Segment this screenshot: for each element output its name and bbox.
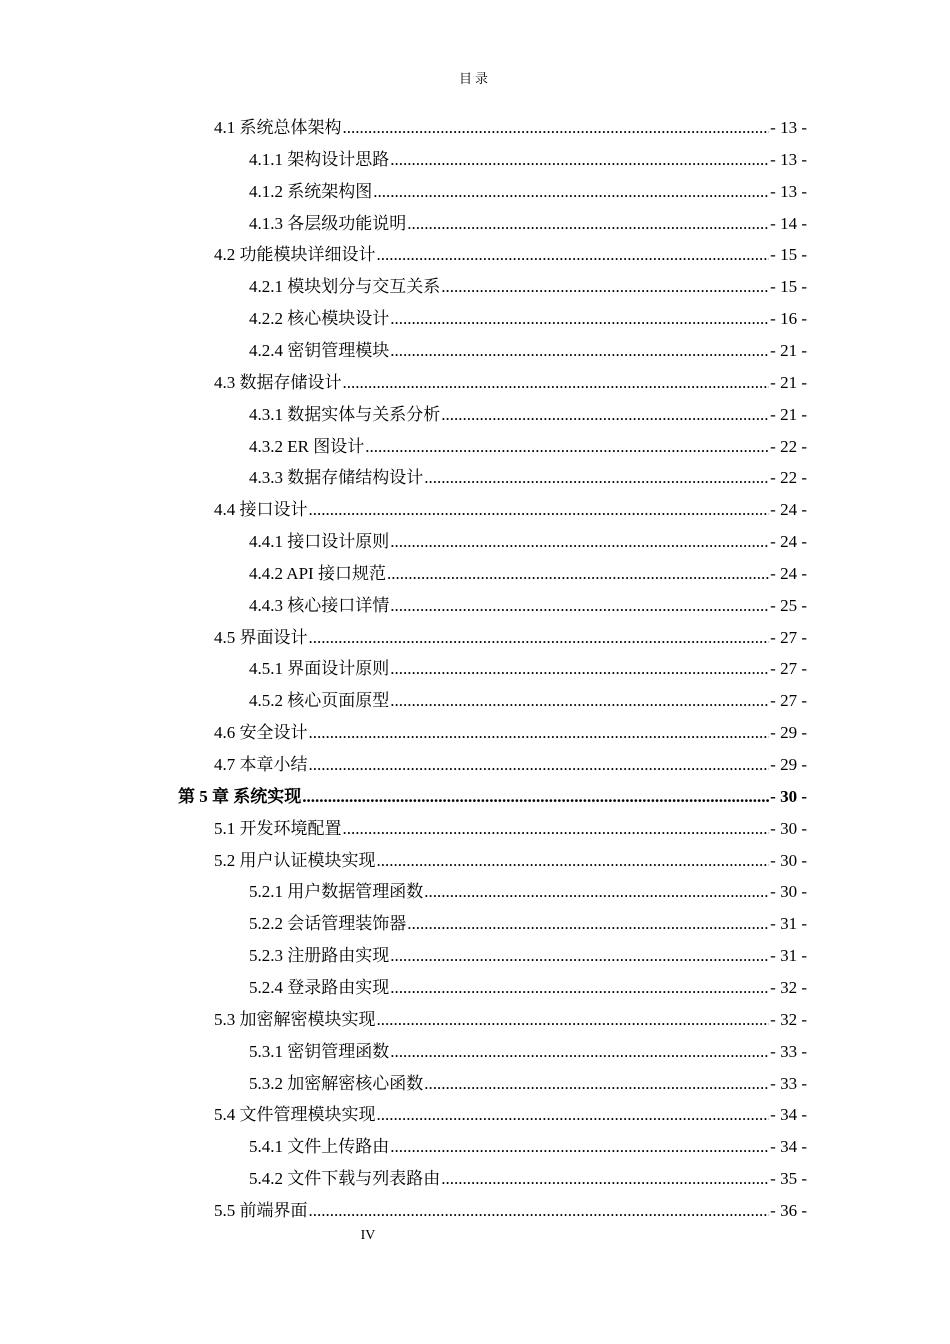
toc-entry-page: - 24 - [770,500,807,520]
toc-dot-leader [302,787,769,807]
toc-dot-leader [441,1169,769,1189]
toc-entry[interactable] [249,560,807,584]
toc-entry[interactable] [214,847,807,871]
toc-entry-title: 5.4.2 文件下载与列表路由 [249,1169,441,1189]
toc-dot-leader [390,532,769,552]
toc-entry-page: - 31 - [770,946,807,966]
toc-entry-title: 5.3.2 加密解密核心函数 [249,1073,424,1093]
toc-entry[interactable] [249,655,807,679]
toc-entry-page: - 30 - [770,850,807,870]
toc-dot-leader [309,723,770,743]
toc-entry-page: - 24 - [770,563,807,583]
toc-dot-leader [377,245,770,265]
toc-entry-page: - 21 - [770,372,807,392]
toc-entry-title: 4.1 系统总体架构 [214,118,342,137]
toc-entry-page: - 15 - [770,245,807,265]
page-number: IV [360,1228,376,1243]
toc-entry-title: 4.4.3 核心接口详情 [249,595,390,615]
toc-entry[interactable] [214,114,807,138]
toc-dot-leader [424,468,769,488]
toc-entry-page: - 29 - [770,755,807,774]
toc-dot-leader [343,819,770,839]
toc-entry-title: 4.1.3 各层级功能说明 [249,213,407,233]
toc-entry-title: 5.1 开发环境配置 [214,818,342,838]
toc-entry-title: 4.2.2 核心模块设计 [249,309,390,329]
toc-entry-title: 5.3 加密解密模块实现 [214,1009,376,1029]
toc-dot-leader [377,1105,770,1125]
toc-entry[interactable] [249,878,807,902]
toc-dot-leader [424,1074,769,1094]
toc-entry[interactable] [249,1038,807,1062]
toc-entry-page: - 15 - [770,277,807,297]
toc-entry[interactable] [249,1165,807,1189]
toc-dot-leader [377,851,770,871]
toc-dot-leader [390,946,769,966]
toc-entry-page: - 31 - [770,914,807,934]
toc-entry[interactable] [249,305,807,329]
toc-entry-title: 4.5.1 界面设计原则 [249,659,390,679]
toc-entry-page: - 33 - [770,1073,807,1093]
toc-entry[interactable] [178,783,807,807]
toc-entry[interactable] [249,401,807,425]
toc-dot-leader [390,150,769,170]
toc-dot-leader [441,405,769,425]
toc-dot-leader [377,1010,770,1030]
toc-entry[interactable] [249,464,807,488]
toc-entry-title: 4.3 数据存储设计 [214,372,342,392]
toc-entry-page: - 25 - [770,595,807,615]
toc-entry-page: - 27 - [770,659,807,679]
toc-entry-title: 5.2.3 注册路由实现 [249,946,390,966]
page-header-title: 目录 [458,71,491,86]
toc-entry[interactable] [249,942,807,966]
toc-dot-leader [309,500,770,520]
toc-entry-page: - 30 - [770,818,807,838]
toc-entry[interactable] [249,1070,807,1094]
toc-entry-page: - 13 - [770,149,807,169]
toc-entry[interactable] [214,719,807,743]
toc-dot-leader [387,564,769,584]
toc-entry-page: - 16 - [770,309,807,329]
toc-entry-page: - 14 - [770,213,807,233]
toc-entry-title: 4.2.4 密钥管理模块 [249,340,390,360]
toc-entry-page: - 33 - [770,1041,807,1061]
toc-dot-leader [390,978,769,998]
toc-dot-leader [343,118,770,138]
toc-dot-leader [441,277,769,297]
toc-entry[interactable] [214,1006,807,1030]
toc-entry-title: 4.2 功能模块详细设计 [214,245,376,265]
toc-entry[interactable] [249,273,807,297]
toc-entry-title: 5.3.1 密钥管理函数 [249,1041,390,1061]
toc-dot-leader [390,659,769,679]
toc-entry-page: - 22 - [770,436,807,456]
toc-entry[interactable] [249,528,807,552]
toc-dot-leader [424,882,769,902]
toc-entry-title: 4.5.2 核心页面原型 [249,691,390,711]
toc-entry-title: 4.6 安全设计 [214,723,308,743]
toc-entry-title: 4.7 本章小结 [214,755,308,774]
toc-entry[interactable] [249,1133,807,1157]
toc-entry-title: 4.3.1 数据实体与关系分析 [249,404,441,424]
toc-dot-leader [373,182,769,202]
toc-dot-leader [390,691,769,711]
toc-entry[interactable] [249,687,807,711]
toc-entry[interactable] [214,241,807,265]
toc-entry-page: - 35 - [770,1169,807,1189]
toc-dot-leader [309,755,770,775]
toc-dot-leader [365,437,769,457]
toc-entry-title: 5.2.1 用户数据管理函数 [249,882,424,902]
toc-dot-leader [390,341,769,361]
toc-entry-page: - 36 - [770,1200,807,1220]
toc-dot-leader [390,309,769,329]
toc-entry-title: 4.3.3 数据存储结构设计 [249,468,424,488]
toc-entry-title: 5.2 用户认证模块实现 [214,850,376,870]
toc-entry[interactable] [249,433,807,457]
toc-dot-leader [390,1137,769,1157]
toc-entry[interactable] [214,815,807,839]
toc-entry-title: 5.5 前端界面 [214,1200,308,1220]
toc-entry-title: 第 5 章 系统实现 [178,786,302,806]
toc-dot-leader [309,628,770,648]
toc-dot-leader [343,373,770,393]
toc-entry-page: - 21 - [770,340,807,360]
toc-entry-title: 4.4.1 接口设计原则 [249,532,390,552]
toc-entry[interactable] [249,974,807,998]
toc-entry-page: - 13 - [770,181,807,201]
toc-entry-page: - 29 - [770,723,807,743]
toc-entry-title: 4.5 界面设计 [214,627,308,647]
toc-entry-page: - 30 - [770,882,807,902]
toc-entry-page: - 32 - [770,977,807,997]
toc-entry[interactable] [214,751,807,775]
toc-entry-title: 5.2.2 会话管理装饰器 [249,914,407,934]
toc-entry-title: 4.2.1 模块划分与交互关系 [249,277,441,297]
toc-entry-page: - 27 - [770,691,807,711]
toc-entry-title: 4.1.1 架构设计思路 [249,149,390,169]
toc-entry-page: - 24 - [770,532,807,552]
toc-entry[interactable] [214,369,807,393]
toc-entry[interactable] [249,146,807,170]
toc-entry-page: - 34 - [770,1105,807,1125]
toc-dot-leader [407,214,769,234]
toc-entry-title: 4.1.2 系统架构图 [249,181,373,201]
toc-dot-leader [309,1201,770,1221]
toc-entry-page: - 27 - [770,627,807,647]
toc-entry-page: - 22 - [770,468,807,488]
toc-entry-title: 5.4 文件管理模块实现 [214,1105,376,1125]
toc-entry-page: - 13 - [770,118,807,137]
toc-entry[interactable] [214,1197,807,1221]
toc-entry[interactable] [249,178,807,202]
toc-dot-leader [390,1042,769,1062]
toc-entry[interactable] [214,1101,807,1125]
toc-dot-leader [407,914,769,934]
toc-entry-page: - 30 - [770,786,807,806]
toc-entry-title: 4.3.2 ER 图设计 [249,436,365,456]
toc-entry-page: - 21 - [770,404,807,424]
toc-entry[interactable] [214,496,807,520]
toc-entry-title: 5.4.1 文件上传路由 [249,1137,390,1157]
toc-entry-title: 5.2.4 登录路由实现 [249,977,390,997]
toc-entry[interactable] [249,592,807,616]
toc-dot-leader [390,596,769,616]
toc-entry-page: - 32 - [770,1009,807,1029]
toc-entry[interactable] [249,337,807,361]
toc-entry[interactable] [249,910,807,934]
toc-entry-page: - 34 - [770,1137,807,1157]
toc-entry-title: 4.4 接口设计 [214,500,308,520]
toc-entry[interactable] [214,624,807,648]
toc-entry-title: 4.4.2 API 接口规范 [249,563,386,583]
toc-entry[interactable] [249,210,807,234]
